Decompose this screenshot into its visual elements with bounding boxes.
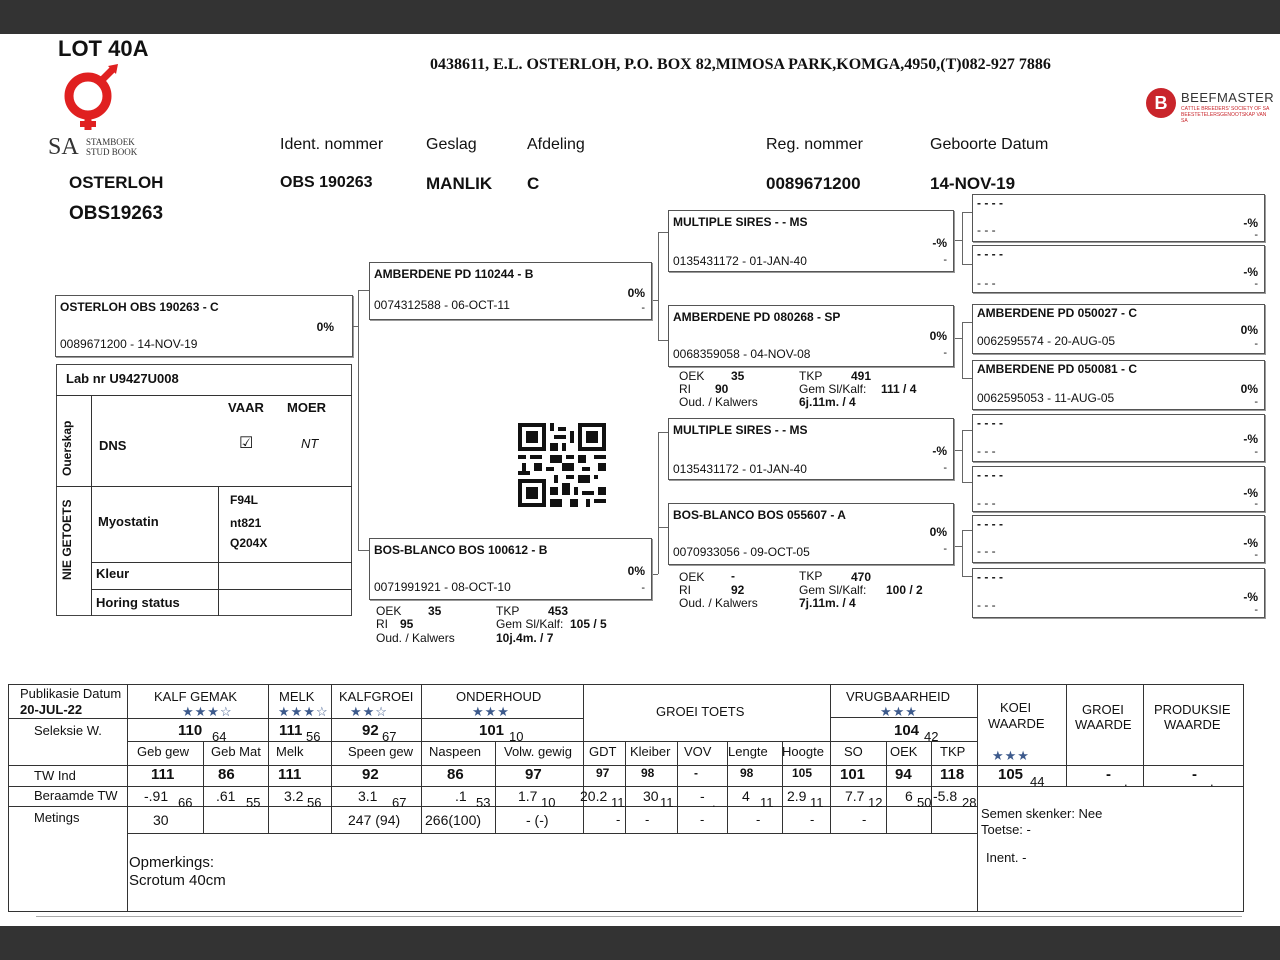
toetse: Toetse: - xyxy=(981,822,1031,837)
tw-volw-gewig: 97 xyxy=(525,766,542,783)
label-afdeling: Afdeling xyxy=(527,136,585,153)
tw-groei-waarde: - xyxy=(1106,766,1111,783)
g3-box-6: - - - - -% - - - - xyxy=(972,466,1265,512)
vrugbaarheid-value: 104 xyxy=(894,722,920,739)
nie-getoets-label: NIE GETOETS xyxy=(60,499,74,580)
col-geb-gew: Geb gew xyxy=(137,744,190,759)
g3-box-3: AMBERDENE PD 050027 - C 0% - 0062595574 - 20-AUG-05 xyxy=(972,304,1265,354)
koei-waarde-label-2: WAARDE xyxy=(988,716,1045,731)
col-melk: Melk xyxy=(276,744,304,759)
ouerskap-label xyxy=(60,454,74,476)
tw-lengte: 98 xyxy=(740,766,754,780)
tw-geb-gew: 111 xyxy=(151,766,175,783)
g3-box-5: - - - - -% - - - - xyxy=(972,414,1265,462)
sire-sire-box: MULTIPLE SIRES - - MS -% - 0135431172 - 01-JAN-40 xyxy=(668,210,954,272)
tw-naspeen: 86 xyxy=(447,766,464,783)
tw-so: 101 xyxy=(840,766,866,783)
onderhoud-stars-icon: ★★★ xyxy=(472,704,510,719)
dns-vaar-checkbox-icon: ☑ xyxy=(239,435,254,452)
onderhoud-label: ONDERHOUD xyxy=(456,689,542,704)
vrugbaarheid-label: VRUGBAARHEID xyxy=(846,689,951,704)
dns-moer-value: NT xyxy=(301,436,319,451)
tw-hoogte: 105 xyxy=(792,766,813,780)
sa-studbook-logo: SA STAMBOEK STUD BOOK xyxy=(48,64,148,160)
sire-dam-stats: OEK 35 TKP 491 RI 90 Gem Sl/Kalf: 111 / 4 Oud. / Kalwers 6j.11m. / 4 xyxy=(679,369,917,409)
semen-skenker: Semen skenker: Nee xyxy=(981,806,1103,821)
label-geboorte: Geboorte Datum xyxy=(930,136,1049,153)
g3-box-1: - - - - -% - - - - xyxy=(972,194,1265,242)
dam-stats: OEK 35 TKP 453 RI 95 Gem Sl/Kalf: 105 / 5 Oud. / Kalwers 10j.4m. / 7 xyxy=(376,604,607,645)
vaar-header: VAAR xyxy=(228,400,264,415)
g3-box-7: - - - - -% - - - - xyxy=(972,515,1265,563)
m-naspeen: 266(100) xyxy=(425,812,482,828)
g3-box-8: - - - - -% - - - - xyxy=(972,568,1265,618)
ident-value: OBS 190263 xyxy=(280,174,373,191)
m-gdt: - xyxy=(616,812,621,827)
tw-oek: 94 xyxy=(895,766,912,783)
pub-date-value: 20-JUL-22 xyxy=(20,702,83,717)
bt-vov: - xyxy=(700,788,705,804)
col-oek: OEK xyxy=(890,744,918,759)
myostatin-q204x: Q204X xyxy=(230,536,268,550)
m-lengte: - xyxy=(756,812,761,827)
bt-volw-gewig: 1.7 xyxy=(518,788,538,804)
bt-melk: 3.2 xyxy=(284,788,304,804)
bt-lengte: 4 xyxy=(742,788,750,804)
metings-label: Metings xyxy=(34,810,80,825)
seleksie-label: Seleksie W. xyxy=(34,723,102,738)
myostatin-nt821: nt821 xyxy=(230,516,262,530)
m-so: - xyxy=(862,812,867,827)
pub-date-label: Publikasie Datum xyxy=(20,686,122,701)
myostatin-label: Myostatin xyxy=(98,514,159,529)
m-geb-gew: 30 xyxy=(153,812,169,828)
tw-melk: 111 xyxy=(278,766,302,783)
koei-stars-icon: ★★★ xyxy=(992,748,1030,763)
m-vov: - xyxy=(700,812,705,827)
subject-box: OSTERLOH OBS 190263 - C 0% 0089671200 - 14-NOV-19 xyxy=(55,295,353,357)
opmerkings-text: Scrotum 40cm xyxy=(129,872,226,889)
kalf-gemak-value: 110 xyxy=(178,722,203,739)
bt-geb-gew: -.91 xyxy=(144,788,169,804)
bottom-bar xyxy=(0,926,1280,960)
bt-hoogte: 2.9 xyxy=(787,788,807,804)
m-volw-gewig: - (-) xyxy=(526,812,549,828)
tw-produksie-waarde: - xyxy=(1192,766,1197,783)
kalfgroei-value: 92 xyxy=(362,722,379,739)
tw-kleiber: 98 xyxy=(641,766,655,780)
tw-tkp: 118 xyxy=(940,766,965,783)
melk-stars-icon: ★★★☆ xyxy=(278,704,329,719)
col-naspeen: Naspeen xyxy=(429,744,482,759)
birth-value: 14-NOV-19 xyxy=(930,174,1016,193)
qr-code-icon xyxy=(518,423,606,507)
kalf-gemak-label: KALF GEMAK xyxy=(154,689,238,704)
col-lengte: Lengte xyxy=(728,744,768,759)
kalfgroei-stars-icon: ★★☆ xyxy=(350,704,388,719)
col-vov: VOV xyxy=(684,744,712,759)
koei-waarde-label-1: KOEI xyxy=(1000,700,1032,715)
moer-header: MOER xyxy=(287,400,326,415)
bt-so: 7.7 xyxy=(845,788,865,804)
beefmaster-logo: B BEEFMASTER CATTLE BREEDERS' SOCIETY OF SA BEESTETELERSGENOOTSKAP VAN SA xyxy=(1146,88,1274,120)
col-kleiber: Kleiber xyxy=(630,744,671,759)
section-value: C xyxy=(527,174,540,193)
groei-toets-label: GROEI TOETS xyxy=(656,704,745,719)
bt-geb-mat: .61 xyxy=(216,788,236,804)
bt-speen-gew: 3.1 xyxy=(358,788,378,804)
g3-box-2: - - - - -% - - - - xyxy=(972,245,1265,293)
studbook-symbol-icon xyxy=(48,64,148,134)
inent: Inent. - xyxy=(986,850,1027,865)
dam-box: BOS-BLANCO BOS 100612 - B 0% - 0071991921 - 08-OCT-10 xyxy=(369,538,652,600)
top-bar xyxy=(0,0,1280,34)
breeder-name: OSTERLOH xyxy=(69,173,164,192)
kalfgroei-label: KALFGROEI xyxy=(339,689,414,704)
melk-value: 111 xyxy=(279,722,303,739)
beefmaster-b-icon: B xyxy=(1146,88,1176,118)
lot-number: LOT 40A xyxy=(58,36,149,61)
tw-vov: - xyxy=(694,766,698,780)
vrugbaarheid-stars-icon: ★★★ xyxy=(880,704,918,719)
beraamde-tw-label: Beraamde TW xyxy=(34,788,118,803)
m-hoogte: - xyxy=(810,812,815,827)
m-kleiber: - xyxy=(645,812,650,827)
label-geslag: Geslag xyxy=(426,136,477,153)
col-volw-gewig: Volw. gewig xyxy=(504,744,572,759)
sire-dam-box: AMBERDENE PD 080268 - SP 0% - 0068359058 - 04-NOV-08 xyxy=(668,305,954,367)
bt-oek: 6 xyxy=(905,788,913,804)
col-geb-mat: Geb Mat xyxy=(211,744,261,759)
groei-waarde-label-2: WAARDE xyxy=(1075,717,1132,732)
col-hoogte: Hoogte xyxy=(782,744,824,759)
kleur-label: Kleur xyxy=(96,566,130,581)
short-id: OBS19263 xyxy=(69,203,164,224)
sex-value: MANLIK xyxy=(426,174,493,193)
produksie-waarde-label-1: PRODUKSIE xyxy=(1154,702,1231,717)
owner-line: 0438611, E.L. OSTERLOH, P.O. BOX 82,MIMOSA PARK,KOMGA,4950,(T)082-927 7886 xyxy=(430,56,1051,73)
produksie-waarde-label-2: WAARDE xyxy=(1164,717,1221,732)
col-so: SO xyxy=(844,744,863,759)
bt-tkp: -5.8 xyxy=(933,788,958,804)
tw-gdt: 97 xyxy=(596,766,610,780)
bt-kleiber: 30 xyxy=(643,788,659,804)
dam-dam-box: BOS-BLANCO BOS 055607 - A 0% - 0070933056 - 09-OCT-05 xyxy=(668,503,954,565)
label-reg: Reg. nommer xyxy=(766,136,863,153)
sire-box: AMBERDENE PD 110244 - B 0% - 0074312588 - 06-OCT-11 xyxy=(369,262,652,320)
tw-geb-mat: 86 xyxy=(218,766,235,783)
dam-dam-stats: OEK - TKP 470 RI 92 Gem Sl/Kalf: 100 / 2 Oud. / Kalwers 7j.11m. / 4 xyxy=(679,569,923,610)
col-speen-gew: Speen gew xyxy=(348,744,414,759)
label-ident: Ident. nommer xyxy=(280,136,384,153)
bt-naspeen: .1 xyxy=(455,788,467,804)
g3-box-4: AMBERDENE PD 050081 - C 0% - 0062595053 - 11-AUG-05 xyxy=(972,360,1265,410)
dns-label: DNS xyxy=(99,438,127,453)
tw-ind-label: TW Ind xyxy=(34,768,76,783)
dam-sire-box: MULTIPLE SIRES - - MS -% - 0135431172 - 01-JAN-40 xyxy=(668,418,954,480)
tw-koei-waarde: 105 xyxy=(998,766,1024,783)
bt-gdt: 20.2 xyxy=(580,788,608,804)
onderhoud-value: 101 xyxy=(479,722,505,739)
m-speen-gew: 247 (94) xyxy=(348,812,401,828)
melk-label: MELK xyxy=(279,689,315,704)
tw-speen-gew: 92 xyxy=(362,766,379,783)
lab-number: Lab nr U9427U008 xyxy=(66,371,179,386)
col-tkp: TKP xyxy=(940,744,966,759)
col-gdt: GDT xyxy=(589,744,617,759)
kalf-gemak-stars-icon: ★★★☆ xyxy=(182,704,233,719)
opmerkings-label: Opmerkings: xyxy=(129,854,215,871)
groei-waarde-label-1: GROEI xyxy=(1082,702,1124,717)
reg-value: 0089671200 xyxy=(766,174,861,193)
myostatin-f94l: F94L xyxy=(230,493,259,507)
horing-label: Horing status xyxy=(96,595,180,610)
